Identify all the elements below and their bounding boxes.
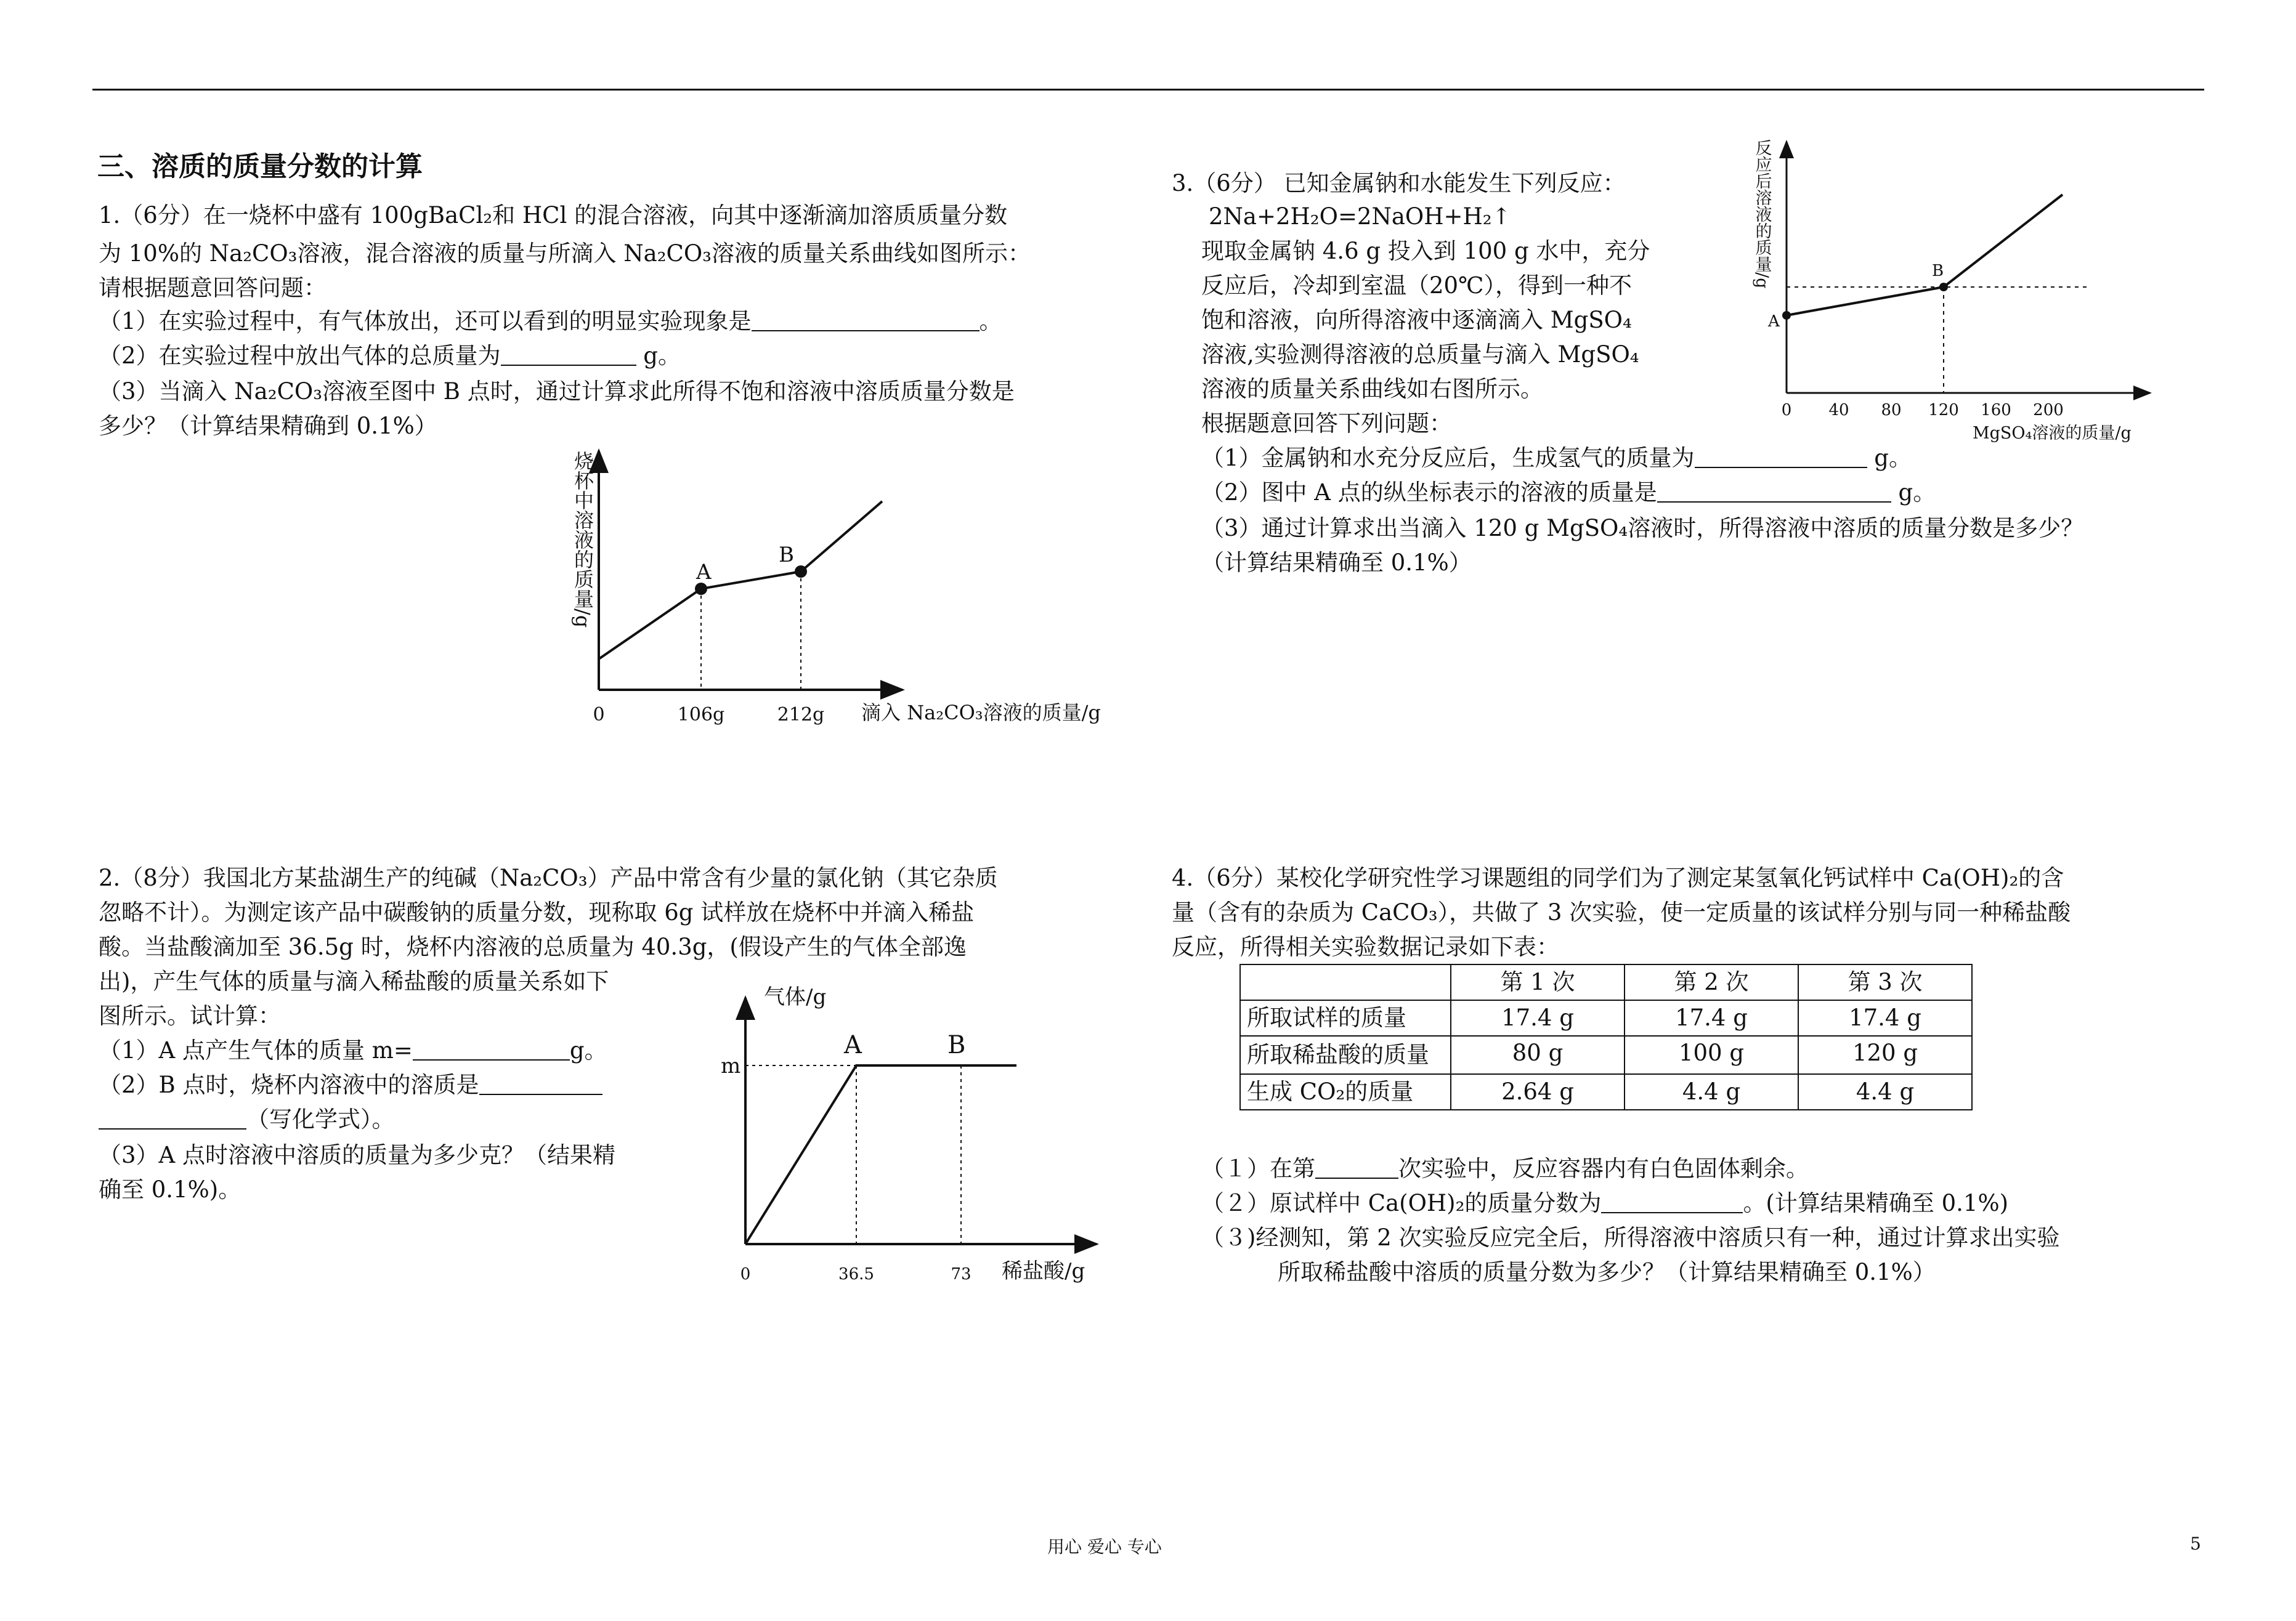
q1-line xyxy=(99,339,681,373)
q4-line: （３)经测知，第 2 次实验反应完全后，所得溶液中溶质只有一种，通过计算求出实验 xyxy=(1201,1224,2060,1251)
table-header-cell: 第 2 次 xyxy=(1625,964,1798,1000)
q1-line: （3）当滴入 Na₂CO₃溶液至图中 B 点时，通过计算求此所得不饱和溶液中溶质质量分数是 xyxy=(99,378,1015,405)
q2-sub2-suffix: （写化学式）。 xyxy=(246,1106,395,1133)
q3-line: 3.（6分） 已知金属钠和水能发生下列反应： xyxy=(1172,170,1626,196)
q2-sub1-suffix: g。 xyxy=(569,1037,607,1064)
q4-line xyxy=(1201,1152,1809,1186)
table-cell: 2.64 g xyxy=(1451,1074,1625,1110)
page-number: 5 xyxy=(2190,1534,2201,1554)
q2-line: （3）A 点时溶液中溶质的质量为多少克？（结果精 xyxy=(99,1142,616,1168)
table-row xyxy=(1240,1000,1972,1036)
q3-sub2-text: （2）图中 A 点的纵坐标表示的溶液的质量是 xyxy=(1201,479,1657,506)
chart-3 xyxy=(1731,129,2175,450)
q3-line: 饱和溶液，向所得溶液中逐滴滴入 MgSO₄ xyxy=(1201,307,1632,333)
chart-1-y-label: 烧杯中溶液的质量/g xyxy=(571,451,594,628)
chart-2-x-label: 稀盐酸/g xyxy=(1002,1259,1085,1283)
chart-2 xyxy=(721,973,1140,1293)
q2-sub1-text: （1）A 点产生气体的质量 m= xyxy=(99,1037,413,1064)
chart-3-point-a xyxy=(1782,311,1791,320)
q3-sub1-suffix: g。 xyxy=(1867,445,1912,471)
q2-line: 出)，产生气体的质量与滴入稀盐酸的质量关系如下 xyxy=(99,968,609,995)
q4-sub1-suffix: 次实验中，反应容器内有白色固体剩余。 xyxy=(1398,1155,1809,1182)
q1-sub1-text: （1）在实验过程中，有气体放出，还可以看到的明显实验现象是 xyxy=(99,308,752,334)
top-rule xyxy=(92,89,2204,91)
q3-line xyxy=(1201,475,1936,510)
q2-line: 确至 0.1%)。 xyxy=(99,1176,241,1203)
q3-sub2-suffix: g。 xyxy=(1891,479,1936,506)
chart-2-x-tick: 36.5 xyxy=(838,1265,874,1283)
chart-1-x-label: 滴入 Na₂CO₃溶液的质量/g xyxy=(861,701,1101,724)
chart-2-point-b-label: B xyxy=(947,1031,966,1059)
q4-line xyxy=(1201,1186,2008,1221)
q1-line: 为 10%的 Na₂CO₃溶液，混合溶液的质量与所滴入 Na₂CO₃溶液的质量关系曲线如图所示： xyxy=(99,240,1031,267)
q2-line: 图所示。试计算： xyxy=(99,1003,281,1029)
table-cell: 80 g xyxy=(1451,1036,1625,1074)
q2-line: 忽略不计）。为测定该产品中碳酸钠的质量分数，现称取 6g 试样放在烧杯中并滴入稀盐 xyxy=(99,899,975,926)
q2-line: 酸。当盐酸滴加至 36.5g 时，烧杯内溶液的总质量为 40.3g，(假设产生的气体全部逸 xyxy=(99,934,967,960)
chart-2-y-label: 气体/g xyxy=(764,985,827,1009)
q3-line: 溶液的质量关系曲线如右图所示。 xyxy=(1201,376,1543,402)
q1-answer-blank-2[interactable] xyxy=(501,340,636,366)
chart-3-curve xyxy=(1787,195,2063,315)
q3-line: 现取金属钠 4.6 g 投入到 100 g 水中，充分 xyxy=(1201,238,1650,264)
q4-data-table xyxy=(1239,964,1973,1110)
table-cell: 17.4 g xyxy=(1798,1000,1972,1036)
chart-1-x-tick: 212g xyxy=(777,704,825,726)
q1-sub2-suffix: g。 xyxy=(636,342,681,369)
table-header-cell: 第 1 次 xyxy=(1451,964,1625,1000)
chart-2-point-a-label: A xyxy=(844,1031,862,1059)
chart-1-point-a-label: A xyxy=(696,560,712,584)
q3-sub1-text: （1）金属钠和水充分反应后，生成氢气的质量为 xyxy=(1201,445,1695,471)
table-header-cell xyxy=(1240,964,1451,1000)
q3-line: （3）通过计算求出当滴入 120 g MgSO₄溶液时，所得溶液中溶质的质量分数是多少？ xyxy=(1201,515,2084,541)
section-title: 三、溶质的质量分数的计算 xyxy=(97,151,423,182)
q2-line: 2.（8分）我国北方某盐湖生产的纯碱（Na₂CO₃）产品中常含有少量的氯化钠（其它杂质 xyxy=(99,865,998,891)
q4-sub2-text: （２）原试样中 Ca(OH)₂的质量分数为 xyxy=(1201,1190,1602,1216)
q1-line: 请根据题意回答问题： xyxy=(99,275,327,301)
table-cell: 4.4 g xyxy=(1798,1074,1972,1110)
chart-3-point-b-label: B xyxy=(1932,262,1944,280)
chart-1-point-b xyxy=(795,565,807,578)
table-cell: 生成 CO₂的质量 xyxy=(1240,1074,1451,1110)
q1-sub1-suffix: 。 xyxy=(979,308,1002,334)
table-cell: 17.4 g xyxy=(1625,1000,1798,1036)
q1-line xyxy=(99,304,1002,339)
chart-1-origin-label: 0 xyxy=(593,704,605,726)
table-cell: 17.4 g xyxy=(1451,1000,1625,1036)
q4-line: 反应，所得相关实验数据记录如下表： xyxy=(1172,934,1559,960)
table-cell: 100 g xyxy=(1625,1036,1798,1074)
q3-equation: 2Na+2H₂O=2NaOH+H₂↑ xyxy=(1209,203,1511,230)
chart-2-x-tick: 73 xyxy=(951,1265,972,1283)
chart-1-x-tick: 106g xyxy=(677,704,725,726)
footer-text: 用心 爱心 专心 xyxy=(1047,1537,1162,1557)
q4-answer-blank-1[interactable] xyxy=(1315,1153,1398,1179)
chart-3-x-tick: 120 xyxy=(1928,401,1959,419)
q3-line: 反应后，冷却到室温（20℃），得到一种不 xyxy=(1201,272,1632,299)
q2-answer-blank-2[interactable] xyxy=(479,1069,602,1095)
chart-3-origin-label: 0 xyxy=(1781,401,1792,419)
chart-2-y-tick-m: m xyxy=(721,1054,741,1078)
q3-line: 溶液,实验测得溶液的总质量与滴入 MgSO₄ xyxy=(1201,341,1639,368)
q4-sub1-text: （１）在第 xyxy=(1201,1155,1315,1182)
chart-3-x-tick: 40 xyxy=(1828,401,1849,419)
q4-line: 量（含有的杂质为 CaCO₃），共做了 3 次实验，使一定质量的该试样分别与同一种稀盐酸 xyxy=(1172,899,2071,926)
q2-line xyxy=(99,1102,395,1137)
q4-line: 所取稀盐酸中溶质的质量分数为多少？（计算结果精确至 0.1%） xyxy=(1278,1259,1936,1285)
chart-2-curve xyxy=(745,1065,1016,1244)
table-cell: 所取试样的质量 xyxy=(1240,1000,1451,1036)
chart-3-x-label: MgSO₄溶液的质量/g xyxy=(1973,424,2132,443)
table-row xyxy=(1240,1074,1972,1110)
q2-line xyxy=(99,1068,602,1102)
q1-sub2-text: （2）在实验过程中放出气体的总质量为 xyxy=(99,342,501,369)
chart-3-y-label: 反应后溶液的质量/g xyxy=(1752,139,1772,289)
q2-answer-blank-1[interactable] xyxy=(413,1035,570,1061)
q1-line: 多少？（计算结果精确到 0.1%） xyxy=(99,413,437,439)
chart-1 xyxy=(554,431,1146,739)
q3-answer-blank-2[interactable] xyxy=(1657,477,1891,503)
q4-answer-blank-2[interactable] xyxy=(1601,1187,1743,1213)
q4-line: 4.（6分）某校化学研究性学习课题组的同学们为了测定某氢氧化钙试样中 Ca(OH)₂的含 xyxy=(1172,865,2064,891)
chart-3-x-tick: 80 xyxy=(1881,401,1902,419)
q3-line: （计算结果精确至 0.1%） xyxy=(1201,549,1472,576)
chart-1-point-b-label: B xyxy=(779,543,794,567)
q1-line: 1.（6分）在一烧杯中盛有 100gBaCl₂和 HCl 的混合溶液，向其中逐渐滴加溶质质量分数 xyxy=(99,202,1008,228)
chart-3-x-tick: 200 xyxy=(2033,401,2064,419)
q2-sub2-text: （2）B 点时，烧杯内溶液中的溶质是 xyxy=(99,1072,479,1098)
table-row xyxy=(1240,1036,1972,1074)
q4-sub2-suffix: 。(计算结果精确至 0.1%) xyxy=(1743,1190,2009,1216)
table-header-cell: 第 3 次 xyxy=(1798,964,1972,1000)
table-row xyxy=(1240,964,1972,1000)
chart-2-origin-label: 0 xyxy=(740,1265,751,1283)
chart-3-point-a-label: A xyxy=(1768,312,1780,331)
q3-line: 根据题意回答下列问题： xyxy=(1201,410,1452,437)
chart-1-point-a xyxy=(695,583,707,595)
chart-1-curve xyxy=(599,501,882,659)
chart-3-x-tick: 160 xyxy=(1981,401,2011,419)
q2-line xyxy=(99,1033,607,1068)
table-cell: 120 g xyxy=(1798,1036,1972,1074)
table-cell: 所取稀盐酸的质量 xyxy=(1240,1036,1451,1074)
table-cell: 4.4 g xyxy=(1625,1074,1798,1110)
chart-3-point-b xyxy=(1939,283,1948,291)
q1-answer-blank-1[interactable] xyxy=(752,305,980,331)
q2-answer-blank-2b[interactable] xyxy=(99,1104,246,1130)
